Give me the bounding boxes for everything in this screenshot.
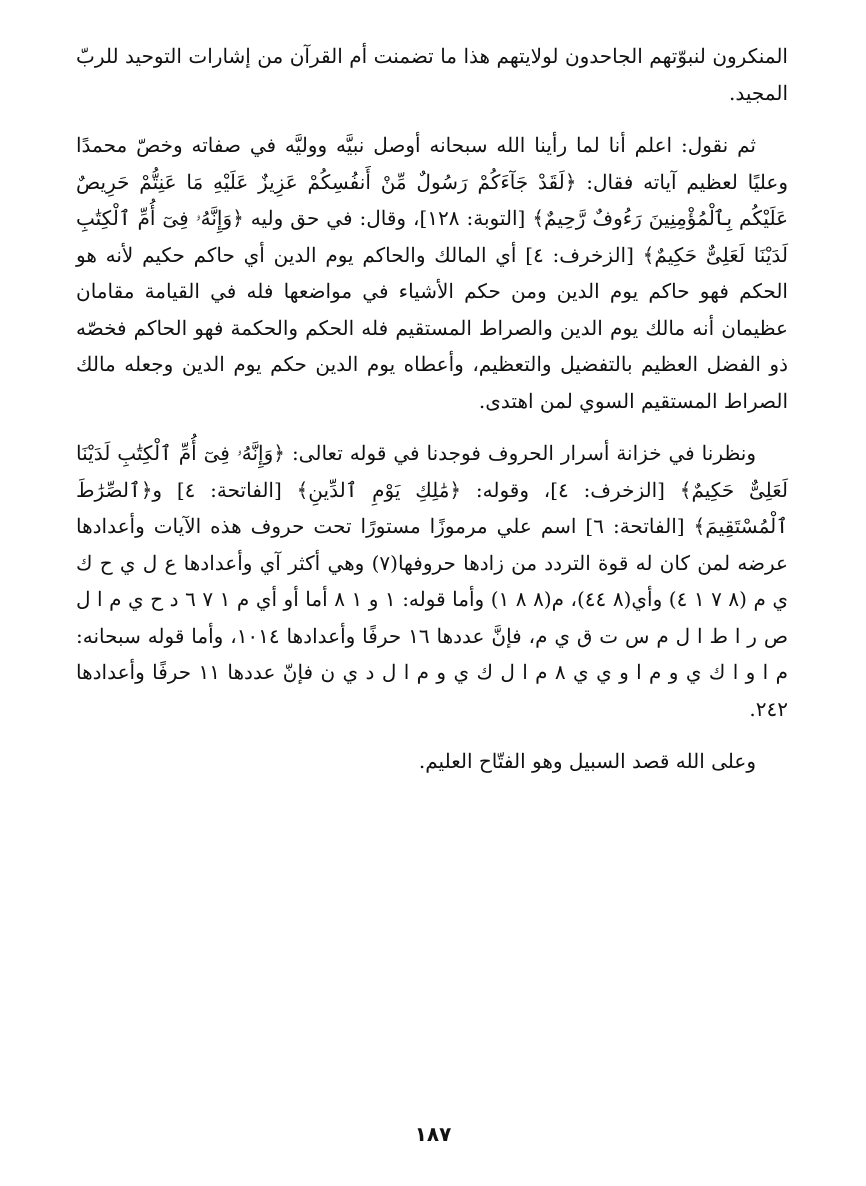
quran-verse-fatiha-6: ﴿ٱلصِّرَٰطَ ٱلْمُسْتَقِيمَ﴾ (76, 477, 788, 538)
paragraph-4 (76, 743, 788, 780)
quran-verse-zukhruf: ﴿وَإِنَّهُۥ فِىٓ أُمِّ ٱلْكِتَٰبِ لَدَيْنَا لَعَلِىٌّ حَكِيمٌ﴾ (76, 206, 788, 267)
page-number: ١٨٧ (414, 1122, 452, 1146)
paragraph-3-text-4: [الفاتحة: ٦] اسم علي مرموزًا مستورًا تحت حروف هذه الآيات وأعدادها عرضه لمن كان له قوة التردد من زادها حروفها(٧) وهي أكثر آي وأعدادها ع ل ي ح ك ي م (٨ ٧ ١ ٤) وأي(٨ ٤٤)، م(٨ ٨ ١) وأما قوله: ١ و ١ ٨ أما أو أي م ١ ٧ ٦ د ح ي م ا ل ص ر ا ط ا ل م س ت ق ي م، فإنَّ عددها ١٦ حرفًا وأعدادها ١٠١٤، وأما قوله سبحانه: م ا و ا ك ي و م ا و ي ي ٨ م ا ل ك ي و م ا ل د ي ن فإنّ عددها ١١ حرفًا وأعدادها ٢٤٢. (76, 514, 789, 721)
paragraph-4-text: وعلى الله قصد السبيل وهو الفتّاح العليم. (418, 749, 756, 773)
paragraph-3-text-3: [الفاتحة: ٤] و (152, 477, 297, 502)
page-body (76, 38, 788, 780)
quran-verse-zukhruf-2: ﴿وَإِنَّهُۥ فِىٓ أُمِّ ٱلْكِتَٰبِ لَدَيْنَا لَعَلِىٌّ حَكِيمٌ﴾ (76, 441, 788, 502)
paragraph-3 (76, 435, 788, 727)
paragraph-3-text-2: [الزخرف: ٤]، وقوله: (461, 477, 680, 502)
quran-verse-tawbah: ﴿لَقَدْ جَآءَكُمْ رَسُولٌ مِّنْ أَنفُسِكُمْ عَزِيزٌ عَلَيْهِ مَا عَنِتُّمْ حَرِيصٌ عَلَيْكُم بِٱلْمُؤْمِنِينَ رَءُوفٌ رَّحِيمٌ﴾ (76, 169, 788, 230)
paragraph-2-text-3: [الزخرف: ٤] أي المالك والحاكم يوم الدين أي حاكم حكيم لأنه هو الحكم فهو حاكم يوم الدين ومن حكم الأشياء في مواضعها فله في القيامة مقامان عظيمان أنه مالك يوم الدين والصراط المستقيم فله الحكم والحكمة فهو الحاكم فخصّه ذو الفضل العظيم بالتفضيل والتعظيم، وأعطاه يوم الدين حكم يوم الدين وجعله مالك الصراط المستقيم السوي لمن اهتدى. (76, 242, 788, 413)
paragraph-1 (76, 38, 788, 111)
paragraph-1-text: المنكرون لنبوّتهم الجاحدون لولايتهم هذا ما تضمنت أم القرآن من إشارات التوحيد للربّ المجيد. (76, 44, 788, 105)
quran-verse-fatiha-4: ﴿مَٰلِكِ يَوْمِ ٱلدِّينِ﴾ (296, 477, 462, 502)
paragraph-2-text-1: ثم نقول: اعلم أنا لما رأينا الله سبحانه أوصل نبيَّه ووليَّه في صفاته وخصّ محمدًا وعليًا لعظيم آياته فقال: (76, 133, 789, 194)
paragraph-2 (76, 127, 788, 419)
paragraph-2-text-2: [التوبة: ١٢٨]، وقال: في حق وليه (243, 206, 533, 230)
paragraph-3-text-1: ونظرنا في خزانة أسرار الحروف فوجدنا في قوله تعالى: (285, 441, 757, 465)
